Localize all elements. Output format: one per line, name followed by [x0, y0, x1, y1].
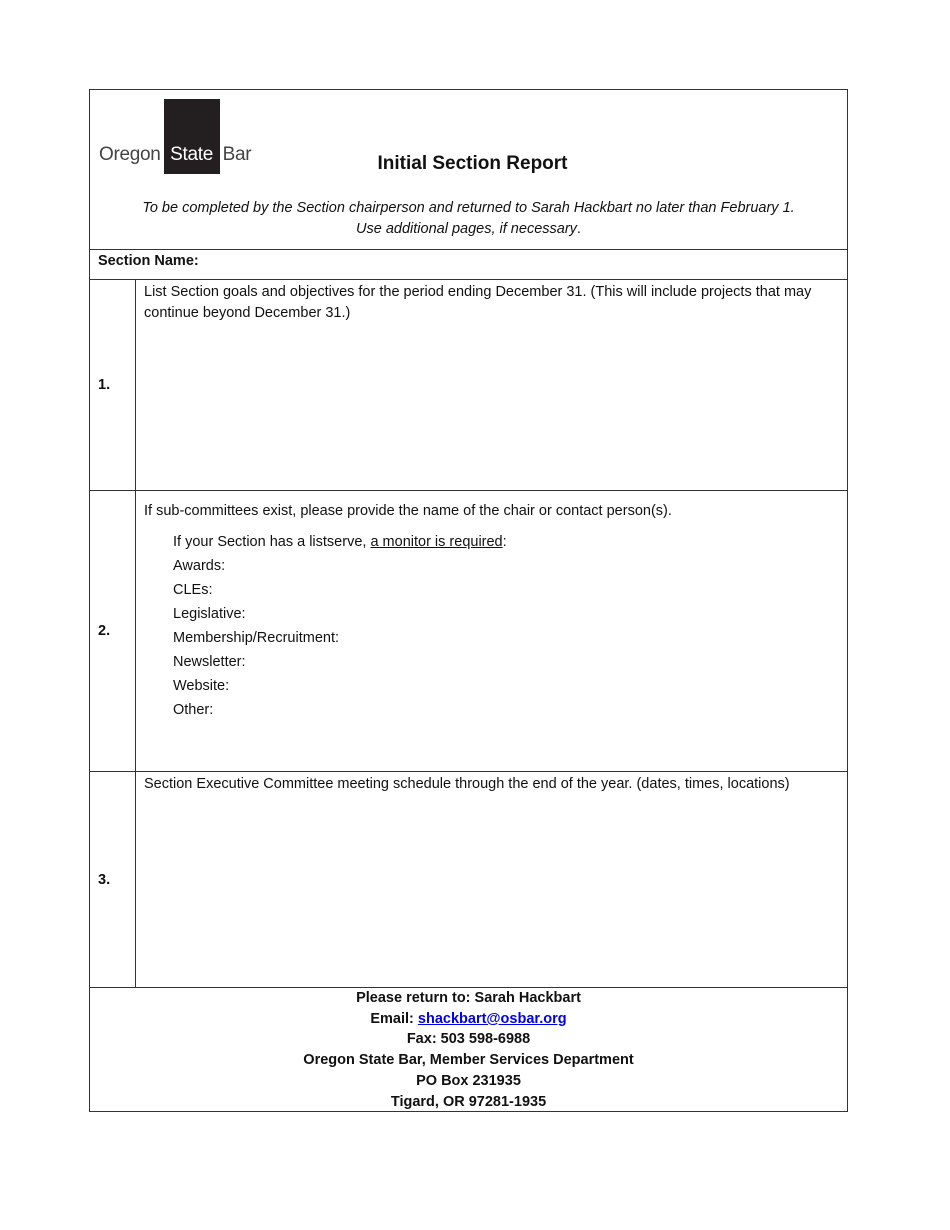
page-title: Initial Section Report [377, 153, 568, 174]
fax-line: Fax: 503 598-6988 [406, 1031, 531, 1048]
row-1-prompt: List Section goals and objectives for the period ending December 31. (This will include projects that may continue beyond December 31.) [144, 284, 812, 321]
form-row-1 [90, 280, 847, 491]
logo-word-state: State [164, 99, 220, 174]
instructions-line-2 [90, 219, 847, 240]
logo-word-bar: Bar [222, 144, 252, 165]
listserve-suffix: : [502, 534, 507, 550]
email-line [90, 1009, 847, 1030]
list-item-other[interactable]: Other: [173, 702, 214, 718]
row-number: 1. [90, 280, 136, 490]
city-line: Tigard, OR 97281-1935 [390, 1093, 547, 1110]
instructions [90, 198, 847, 240]
row-1-content[interactable] [136, 280, 847, 326]
po-box-line: PO Box 231935 [416, 1072, 521, 1089]
section-name-label: Section Name: [98, 253, 199, 269]
listserve-line [173, 530, 839, 554]
return-to: Please return to: Sarah Hackbart [356, 990, 581, 1006]
email-link[interactable]: shackbart@osbar.org [417, 1010, 567, 1027]
org-line: Oregon State Bar, Member Services Department [303, 1052, 634, 1069]
list-item-website[interactable]: Website: [173, 678, 230, 694]
return-address-footer [90, 988, 847, 1111]
instructions-line-1: To be completed by the Section chairperson and returned to Sarah Hackbart no later than February 1. [142, 200, 795, 216]
form-row-3 [90, 772, 847, 988]
list-item-cles[interactable]: CLEs: [173, 582, 213, 598]
list-item-legislative[interactable]: Legislative: [173, 606, 246, 622]
instructions-line-2-period: . [576, 221, 581, 237]
row-3-content[interactable] [136, 772, 847, 797]
section-report-form [89, 89, 848, 1112]
form-row-2 [90, 491, 847, 772]
row-2-prompt: If sub-committees exist, please provide the name of the chair or contact person(s). [144, 503, 672, 519]
subcommittee-list [144, 530, 839, 722]
row-number: 3. [90, 772, 136, 987]
listserve-underlined: a monitor is required [370, 534, 503, 550]
row-3-prompt: Section Executive Committee meeting schedule through the end of the year. (dates, times, locations) [144, 776, 790, 792]
row-number: 2. [90, 491, 136, 771]
list-item-awards[interactable]: Awards: [173, 558, 226, 574]
instructions-line-2-text: Use additional pages, if necessary [356, 221, 577, 237]
section-name-field[interactable] [90, 250, 847, 280]
row-2-content[interactable] [136, 491, 847, 724]
email-label: Email: [370, 1010, 418, 1027]
list-item-newsletter[interactable]: Newsletter: [173, 654, 246, 670]
listserve-prefix: If your Section has a listserve, [173, 534, 371, 550]
logo-word-oregon: Oregon [99, 144, 161, 165]
list-item-membership[interactable]: Membership/Recruitment: [173, 630, 339, 646]
form-header [90, 90, 847, 250]
